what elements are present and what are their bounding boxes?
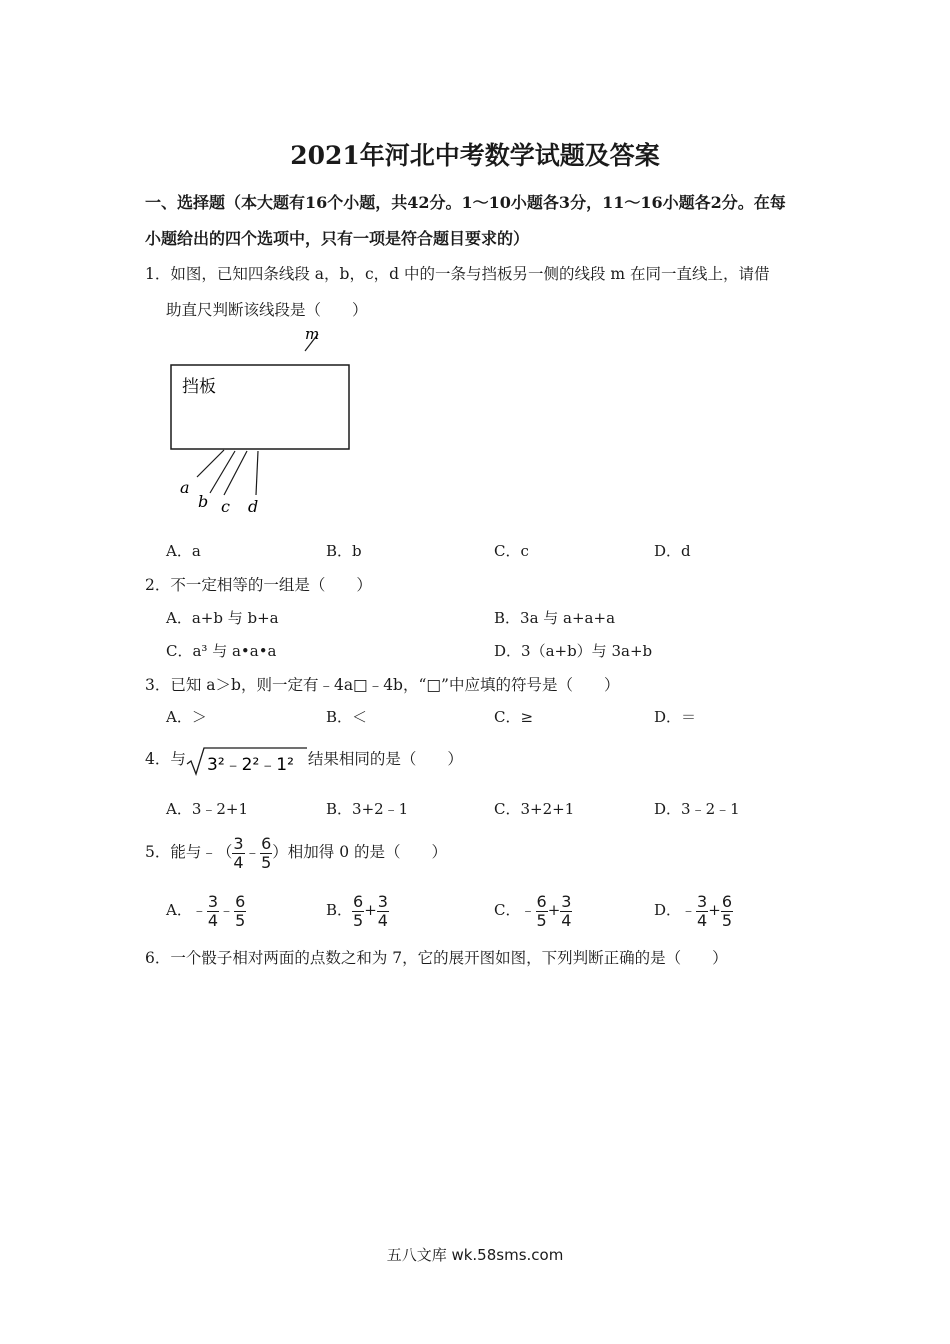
q3-option-c[interactable]: C．≥ [494,708,534,726]
q2-option-b[interactable]: B．3a 与 a+a+a [494,609,616,627]
question-1-line1: 1．如图，已知四条线段 a，b，c，d 中的一条与挡板另一侧的线段 m 在同一直线上，请借 [145,265,770,283]
q3-option-d[interactable]: D．＝ [654,708,697,726]
q5-option-a[interactable]: A．﹣ $\frac{3}{4}$ ﹣ $\frac{6}{5}$ [166,891,246,930]
sqrt-expression [186,745,308,776]
q5-option-b[interactable]: B． $\frac{6}{5}$ + $\frac{3}{4}$ [326,891,388,930]
question-6-stem: 6．一个骰子相对两面的点数之和为 7，它的展开图如图，下列判断正确的是（ ） [145,949,728,967]
q4-option-b[interactable]: B．3+2﹣1 [326,800,409,818]
label-a: a [180,478,190,497]
segment-d [256,451,258,495]
page-title: 2021年河北中考数学试题及答案 [290,141,660,170]
q4-option-d[interactable]: D．3﹣2﹣1 [654,800,740,818]
q4-option-c[interactable]: C．3+2+1 [494,800,575,818]
board-label: 挡板 [182,377,216,397]
label-m: m [305,325,320,343]
q5-operator: ﹣ [244,843,261,861]
label-c: c [221,497,230,516]
q4-radicand: 3²﹣2²﹣1² [206,754,294,775]
q3-option-b[interactable]: B．＜ [326,708,368,726]
q5-option-d[interactable]: D．﹣ $\frac{3}{4}$ + $\frac{6}{5}$ [654,891,732,930]
q2-option-d[interactable]: D．3（a+b）与 3a+b [494,642,653,660]
page-footer: 五八文库 wk.58sms.com [386,1246,564,1264]
q1-option-b[interactable]: B．b [326,542,362,560]
baffle-figure [160,325,370,520]
q1-option-d[interactable]: D．d [654,542,691,560]
question-4-stem [145,744,463,776]
question-5-stem [145,832,447,872]
label-d: d [248,497,259,516]
q5-prefix: 5．能与﹣（ [145,843,233,861]
section-heading-line1: 一、选择题（本大题有16个小题，共42分。1～10小题各3分，11～16小题各2分。在每 [145,193,786,212]
q4-suffix: 结果相同的是（ ） [307,750,463,768]
q4-option-a[interactable]: A．3﹣2+1 [166,800,249,818]
segment-a [197,450,224,477]
q1-option-c[interactable]: C．c [494,542,529,560]
q2-option-c[interactable]: C．a³ 与 a•a•a [166,642,277,660]
q5-suffix: ）相加得 0 的是（ ） [272,843,447,861]
radical-sign [186,746,308,776]
question-2-stem: 2．不一定相等的一组是（ ） [145,576,372,594]
segment-c [224,451,247,495]
q1-option-a[interactable]: A．a [166,542,201,560]
q2-option-a[interactable]: A．a+b 与 b+a [166,609,279,627]
q3-option-a[interactable]: A．＞ [166,708,207,726]
q4-prefix: 4．与 [145,750,186,768]
question-3-stem: 3．已知 a＞b，则一定有﹣4a□﹣4b，“□”中应填的符号是（ ） [145,676,620,694]
label-b: b [198,492,209,511]
q5-option-c[interactable]: C．﹣ $\frac{6}{5}$ + $\frac{3}{4}$ [494,891,572,930]
section-heading-line2: 小题给出的四个选项中，只有一项是符合题目要求的） [145,229,530,248]
question-1-line2: 助直尺判断该线段是（ ） [166,301,368,319]
q5-fraction-1: $\frac{3}{4}$ [233,833,244,872]
q5-fraction-2: $\frac{6}{5}$ [261,833,272,872]
segment-b [210,451,235,493]
